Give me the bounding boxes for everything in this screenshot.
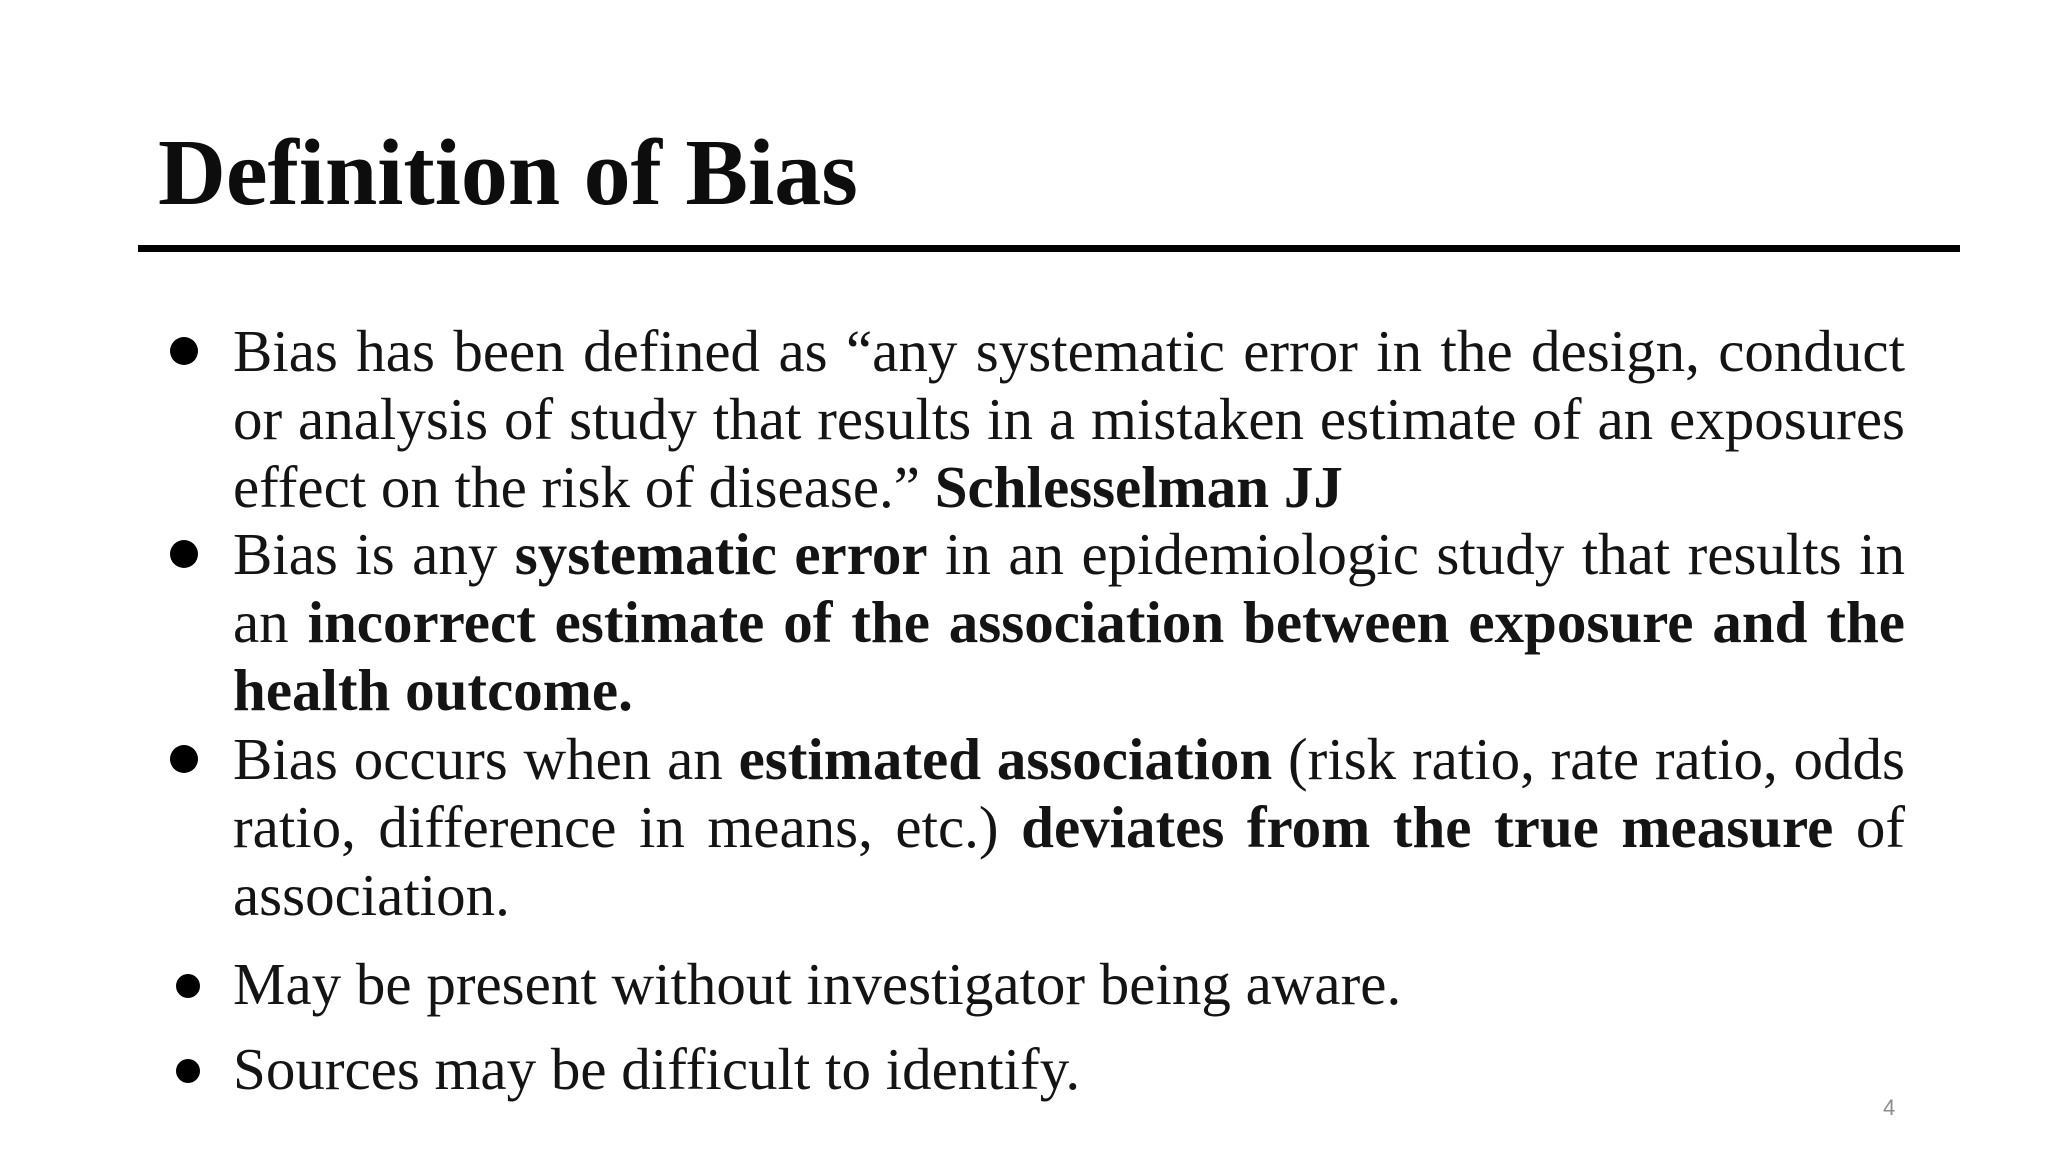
bullet-text: Sources may be difficult to identify. xyxy=(233,1036,1081,1102)
bullet-emphasis: incorrect estimate of the association between exposure and the health outcome. xyxy=(233,589,1905,723)
bullet-item-systematic-error xyxy=(233,520,1905,724)
bullet-citation: Schlesselman JJ xyxy=(934,454,1343,520)
bullet-dot-icon xyxy=(170,540,198,568)
bullet-dot-icon xyxy=(170,745,198,773)
title-divider xyxy=(138,245,1960,252)
bullet-text: Bias occurs when an xyxy=(233,726,739,792)
bullet-text: May be present without investigator being aware. xyxy=(233,951,1402,1017)
bullet-text: (risk ratio, rate ratio, odds ratio, difference in means, etc.) xyxy=(233,726,1905,860)
bullet-dot-icon xyxy=(176,974,200,998)
bullet-emphasis: estimated association xyxy=(738,726,1273,792)
slide-title: Definition of Bias xyxy=(158,121,858,225)
bullet-dot-icon xyxy=(170,337,198,365)
bullet-item-definition xyxy=(233,317,1905,521)
bullet-text: Bias is any xyxy=(233,521,515,587)
bullet-emphasis: systematic error xyxy=(514,521,928,587)
bullet-dot-icon xyxy=(176,1059,200,1083)
bullet-item-unaware xyxy=(233,950,1905,1018)
bullet-text: in an epidemiologic study that results in an xyxy=(233,521,1905,655)
page-number: 4 xyxy=(1883,1095,1896,1120)
bullet-item-estimated-association xyxy=(233,725,1905,929)
bullet-item-sources xyxy=(233,1035,1905,1103)
bullet-text: Bias has been defined as “any systematic error in the design, conduct or analysis of study that results in a mistaken estimate of an exposures effect on the risk of disease.” xyxy=(233,318,1905,520)
bullet-emphasis: deviates from the true measure xyxy=(1021,794,1834,860)
bullet-text: of association. xyxy=(233,794,1905,928)
